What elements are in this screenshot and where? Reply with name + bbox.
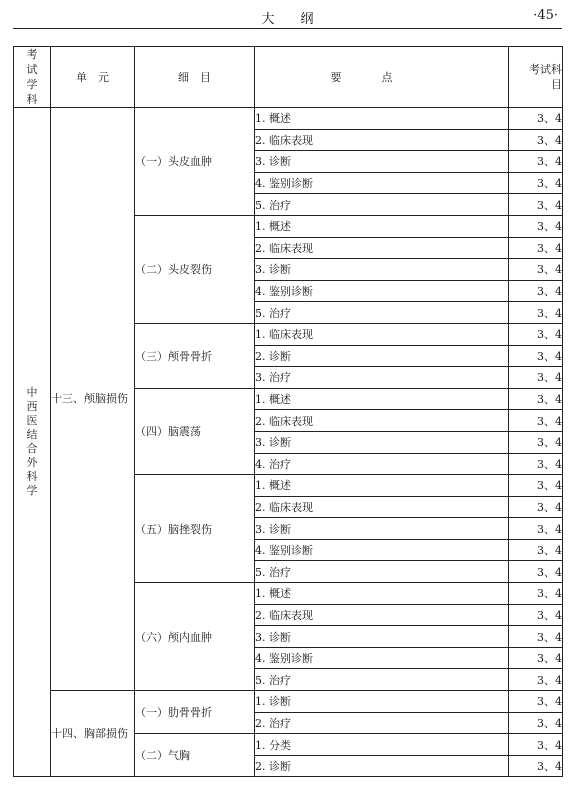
level-cell: 3、4 — [509, 129, 563, 151]
level-cell: 3、4 — [509, 237, 563, 259]
point-cell: 3. 诊断 — [255, 151, 509, 173]
level-cell: 3、4 — [509, 626, 563, 648]
level-cell: 3、4 — [509, 410, 563, 432]
point-cell: 4. 鉴别诊断 — [255, 280, 509, 302]
category-cell: （五）脑挫裂伤 — [135, 475, 255, 583]
point-cell: 3. 治疗 — [255, 367, 509, 389]
table-header-row — [14, 47, 563, 108]
level-cell: 3、4 — [509, 604, 563, 626]
level-cell: 3、4 — [509, 496, 563, 518]
level-cell: 3、4 — [509, 583, 563, 605]
level-cell: 3、4 — [509, 453, 563, 475]
category-cell: （一）头皮血肿 — [135, 108, 255, 216]
point-cell: 2. 诊断 — [255, 345, 509, 367]
point-cell: 5. 治疗 — [255, 302, 509, 324]
level-cell: 3、4 — [509, 647, 563, 669]
point-cell: 2. 临床表现 — [255, 496, 509, 518]
table-row — [14, 691, 563, 713]
point-cell: 4. 鉴别诊断 — [255, 539, 509, 561]
level-cell: 3、4 — [509, 669, 563, 691]
level-cell: 3、4 — [509, 151, 563, 173]
point-cell: 2. 诊断 — [255, 755, 509, 777]
point-cell: 4. 治疗 — [255, 453, 509, 475]
point-cell: 5. 治疗 — [255, 561, 509, 583]
category-cell: （一）肋骨骨折 — [135, 691, 255, 734]
page-number: ·45· — [533, 8, 558, 23]
category-cell: （三）颅骨骨折 — [135, 323, 255, 388]
point-cell: 4. 鉴别诊断 — [255, 172, 509, 194]
level-cell: 3、4 — [509, 302, 563, 324]
point-cell: 3. 诊断 — [255, 431, 509, 453]
unit-cell: 十三、颅脑损伤 — [51, 108, 135, 691]
subject-label: 中西医结合外科学 — [26, 386, 38, 498]
running-title: 大纲 — [261, 12, 340, 27]
col-header-category: 细 目 — [135, 47, 255, 108]
category-cell: （二）气胸 — [135, 734, 255, 777]
point-cell: 4. 鉴别诊断 — [255, 647, 509, 669]
level-cell: 3、4 — [509, 475, 563, 497]
col-header-point: 要点 — [255, 47, 509, 108]
table-body — [14, 108, 563, 777]
level-cell: 3、4 — [509, 367, 563, 389]
level-cell: 3、4 — [509, 431, 563, 453]
level-cell: 3、4 — [509, 561, 563, 583]
point-cell: 2. 临床表现 — [255, 410, 509, 432]
point-cell: 1. 诊断 — [255, 691, 509, 713]
level-cell: 3、4 — [509, 712, 563, 734]
level-cell: 3、4 — [509, 388, 563, 410]
point-cell: 1. 临床表现 — [255, 323, 509, 345]
level-cell: 3、4 — [509, 345, 563, 367]
point-cell: 5. 治疗 — [255, 669, 509, 691]
table-row — [14, 108, 563, 130]
level-cell: 3、4 — [509, 734, 563, 756]
point-cell: 1. 分类 — [255, 734, 509, 756]
page-header — [13, 0, 562, 29]
level-cell: 3、4 — [509, 323, 563, 345]
level-cell: 3、4 — [509, 691, 563, 713]
level-cell: 3、4 — [509, 194, 563, 216]
point-cell: 2. 临床表现 — [255, 604, 509, 626]
point-cell: 1. 概述 — [255, 475, 509, 497]
level-cell: 3、4 — [509, 518, 563, 540]
point-cell: 3. 诊断 — [255, 626, 509, 648]
syllabus-table — [13, 46, 563, 777]
point-cell: 2. 治疗 — [255, 712, 509, 734]
point-cell: 1. 概述 — [255, 108, 509, 130]
category-cell: （四）脑震荡 — [135, 388, 255, 474]
level-cell: 3、4 — [509, 215, 563, 237]
category-cell: （六）颅内血肿 — [135, 583, 255, 691]
level-cell: 3、4 — [509, 755, 563, 777]
level-cell: 3、4 — [509, 539, 563, 561]
col-header-unit: 单 元 — [51, 47, 135, 108]
point-cell: 2. 临床表现 — [255, 129, 509, 151]
point-cell: 1. 概述 — [255, 388, 509, 410]
col-header-subject: 考试学科 — [14, 47, 51, 108]
level-cell: 3、4 — [509, 280, 563, 302]
point-cell: 3. 诊断 — [255, 259, 509, 281]
level-cell: 3、4 — [509, 172, 563, 194]
point-cell: 2. 临床表现 — [255, 237, 509, 259]
unit-cell: 十四、胸部损伤 — [51, 691, 135, 777]
level-cell: 3、4 — [509, 259, 563, 281]
point-cell: 1. 概述 — [255, 583, 509, 605]
level-cell: 3、4 — [509, 108, 563, 130]
category-cell: （二）头皮裂伤 — [135, 215, 255, 323]
point-cell: 5. 治疗 — [255, 194, 509, 216]
point-cell: 1. 概述 — [255, 215, 509, 237]
subject-cell — [14, 108, 51, 777]
col-header-level: 考试科目 — [509, 47, 563, 108]
point-cell: 3. 诊断 — [255, 518, 509, 540]
